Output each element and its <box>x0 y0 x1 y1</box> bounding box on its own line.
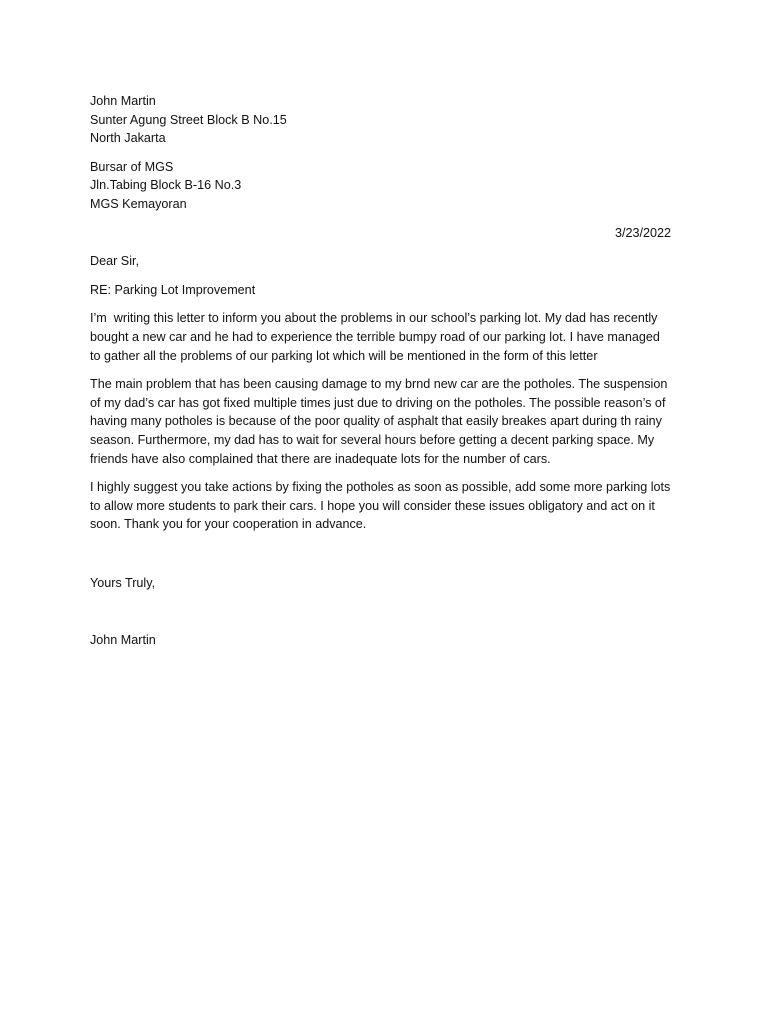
body-paragraph-3 <box>90 478 680 534</box>
sender-street: Sunter Agung Street Block B No.15 <box>90 112 287 127</box>
salutation: Dear Sir, <box>90 254 139 269</box>
body-paragraph-2 <box>90 375 680 468</box>
paragraph-line: I highly suggest you take actions by fixing the potholes as soon as possible, add some more parking lots <box>90 480 671 495</box>
paragraph-line: bought a new car and he had to experience the terrible bumpy road of our parking lot. I have managed <box>90 329 660 344</box>
paragraph-line: of my dad’s car has got fixed multiple times just due to driving on the potholes. The possible reason’s of <box>90 395 666 410</box>
paragraph-line: friends have also complained that there are inadequate lots for the number of cars. <box>90 451 551 466</box>
recipient-title: Bursar of MGS <box>90 159 174 174</box>
sender-name: John Martin <box>90 94 156 108</box>
recipient-address <box>90 158 680 214</box>
paragraph-line: to allow more students to park their cars. I hope you will consider these issues obligatory and act on it <box>90 498 655 513</box>
closing-line: Yours Truly, <box>90 575 156 590</box>
paragraph-line: season. Furthermore, my dad has to wait for several hours before getting a decent parking space. My <box>90 432 655 447</box>
paragraph-line: to gather all the problems of our parking lot which will be mentioned in the form of this letter <box>90 348 598 363</box>
paragraph-line: I’m writing this letter to inform you about the problems in our school’s parking lot. My dad has recently <box>90 311 658 326</box>
letter-body <box>90 92 680 650</box>
letter-date: 3/23/2022 <box>614 225 671 240</box>
paragraph-line: The main problem that has been causing damage to my brnd new car are the potholes. The suspension <box>90 377 668 392</box>
body-paragraph-1 <box>90 309 680 365</box>
paragraph-line: having many potholes is because of the poor quality of asphalt that easily breakes apart during th rainy <box>90 414 662 429</box>
subject-line: RE: Parking Lot Improvement <box>90 282 256 297</box>
sender-address <box>90 92 680 148</box>
recipient-street: Jln.Tabing Block B-16 No.3 <box>90 178 242 193</box>
recipient-place: MGS Kemayoran <box>90 196 187 211</box>
signature-name: John Martin <box>90 633 156 648</box>
paragraph-line: soon. Thank you for your cooperation in advance. <box>90 517 367 532</box>
sender-city: North Jakarta <box>90 131 166 146</box>
